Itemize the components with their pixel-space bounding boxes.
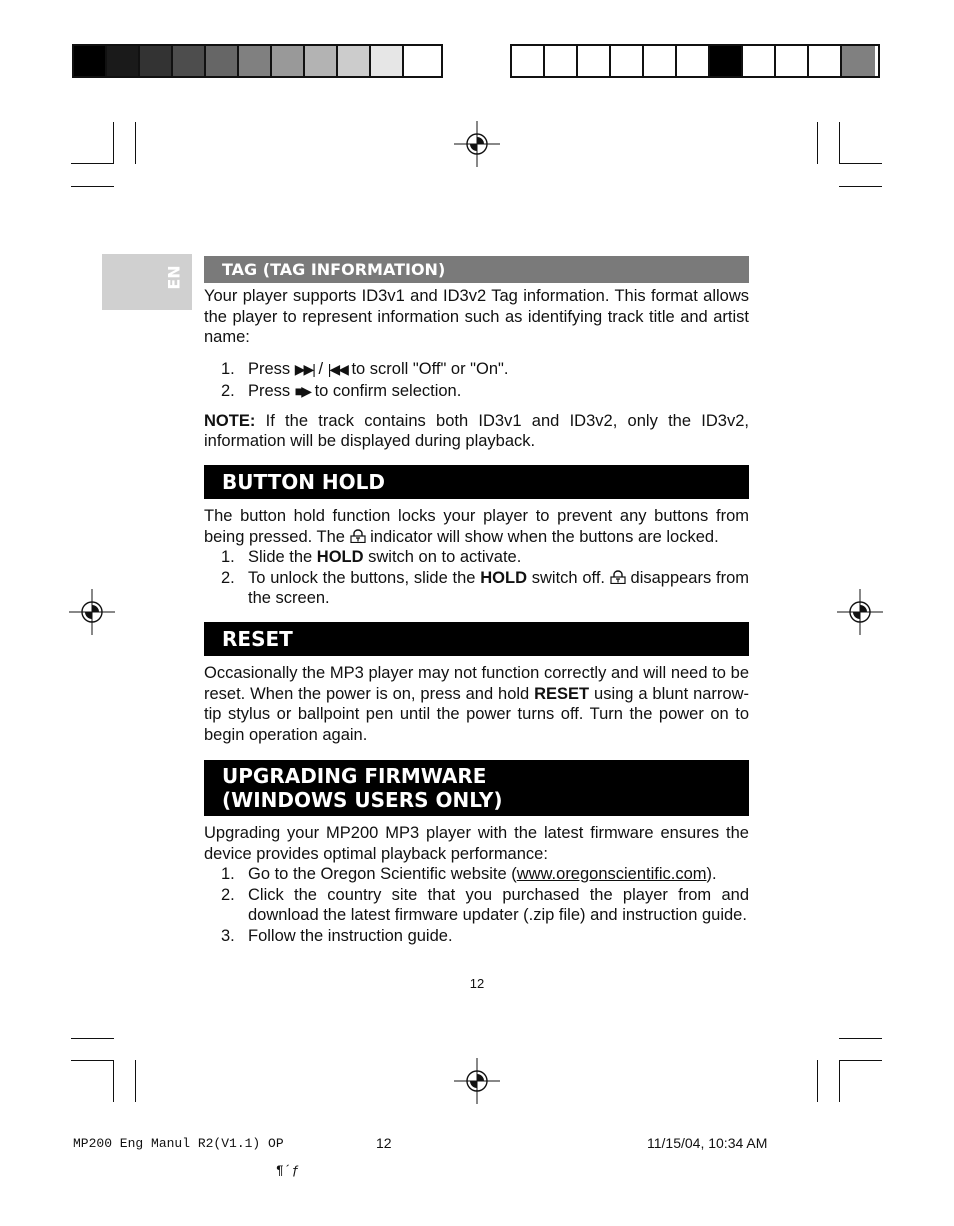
tag-intro: Your player supports ID3v1 and ID3v2 Tag information. This format allows the player to represent information such as identifying track title and artist name:: [204, 287, 749, 346]
website-link[interactable]: www.oregonscientific.com: [516, 865, 707, 883]
lock-icon: [610, 570, 626, 584]
crop-mark: [839, 1038, 882, 1039]
reset-body: [204, 663, 749, 745]
crop-mark: [135, 122, 136, 164]
crop-mark: [71, 1038, 114, 1039]
button-hold-body: [204, 506, 749, 609]
stop-play-icon: ■▶: [294, 383, 310, 399]
crop-mark: [135, 1060, 136, 1102]
crop-mark: [839, 122, 840, 164]
firmware-heading: UPGRADING FIRMWARE (WINDOWS USERS ONLY): [204, 760, 749, 816]
crop-mark: [817, 122, 818, 164]
crop-mark: [839, 163, 882, 164]
footer-garbled-text: ¶´ƒ: [276, 1163, 300, 1178]
list-item: 2. To unlock the buttons, slide the HOLD switch off. disappears from the screen.: [221, 568, 749, 607]
registration-target-icon: [454, 1058, 500, 1104]
list-item: 2. Press ■▶ to confirm selection.: [221, 382, 462, 400]
crop-mark: [71, 163, 114, 164]
previous-track-icon: |◀◀: [327, 360, 347, 377]
footer-timestamp: 11/15/04, 10:34 AM: [647, 1135, 768, 1151]
firmware-steps: [204, 864, 749, 946]
button-hold-heading: BUTTON HOLD: [204, 465, 749, 499]
tag-steps: [204, 359, 749, 402]
firmware-body: [204, 823, 749, 946]
crop-mark: [71, 186, 114, 187]
language-tab-label: EN: [164, 265, 184, 290]
list-item: 1. Slide the HOLD switch on to activate.: [221, 548, 522, 566]
language-tab: [102, 254, 192, 310]
reset-heading: RESET: [204, 622, 749, 656]
footer-filename: MP200 Eng Manul R2(V1.1) OP: [73, 1136, 284, 1151]
registration-target-icon: [454, 121, 500, 167]
registration-target-icon: [837, 589, 883, 635]
footer-page: 12: [376, 1135, 392, 1151]
reset-text: Occasionally the MP3 player may not function correctly and will need to be reset. When the power is on, press and hold RESET using a blunt narrow-tip stylus or ballpoint pen until the power turns off. Turn the power on to begin operation again.: [204, 664, 750, 744]
tag-note: NOTE: If the track contains both ID3v1 and ID3v2, only the ID3v2, information will be displayed during playback.: [204, 411, 749, 450]
tag-section-body: [204, 286, 749, 452]
list-item: 1. Press ▶▶| / |◀◀ to scroll "Off" or "On".: [221, 359, 509, 378]
crop-mark: [113, 122, 114, 164]
tag-section-heading: TAG (TAG INFORMATION): [204, 256, 749, 283]
color-calibration-bar-right: [510, 44, 880, 78]
crop-mark: [113, 1060, 114, 1102]
color-calibration-bar-left: [72, 44, 443, 78]
crop-mark: [817, 1060, 818, 1102]
next-track-icon: ▶▶|: [294, 360, 314, 377]
list-item: 1. Go to the Oregon Scientific website (www.oregonscientific.com).: [221, 865, 717, 883]
crop-mark: [71, 1060, 114, 1061]
registration-target-icon: [69, 589, 115, 635]
hold-intro: The button hold function locks your player to prevent any buttons from being pressed. The indicator will show when the buttons are locked.: [204, 507, 749, 546]
firmware-intro: Upgrading your MP200 MP3 player with the latest firmware ensures the device provides optimal playback performance:: [204, 824, 749, 863]
page-number: 12: [469, 976, 485, 991]
crop-mark: [839, 186, 882, 187]
list-item: 2. Click the country site that you purchased the player from and download the latest firmware updater (.zip file) and instruction guide.: [221, 885, 749, 924]
list-item: 3. Follow the instruction guide.: [221, 926, 453, 945]
crop-mark: [839, 1060, 840, 1102]
hold-steps: [204, 547, 749, 609]
lock-icon: [350, 529, 366, 543]
crop-mark: [839, 1060, 882, 1061]
